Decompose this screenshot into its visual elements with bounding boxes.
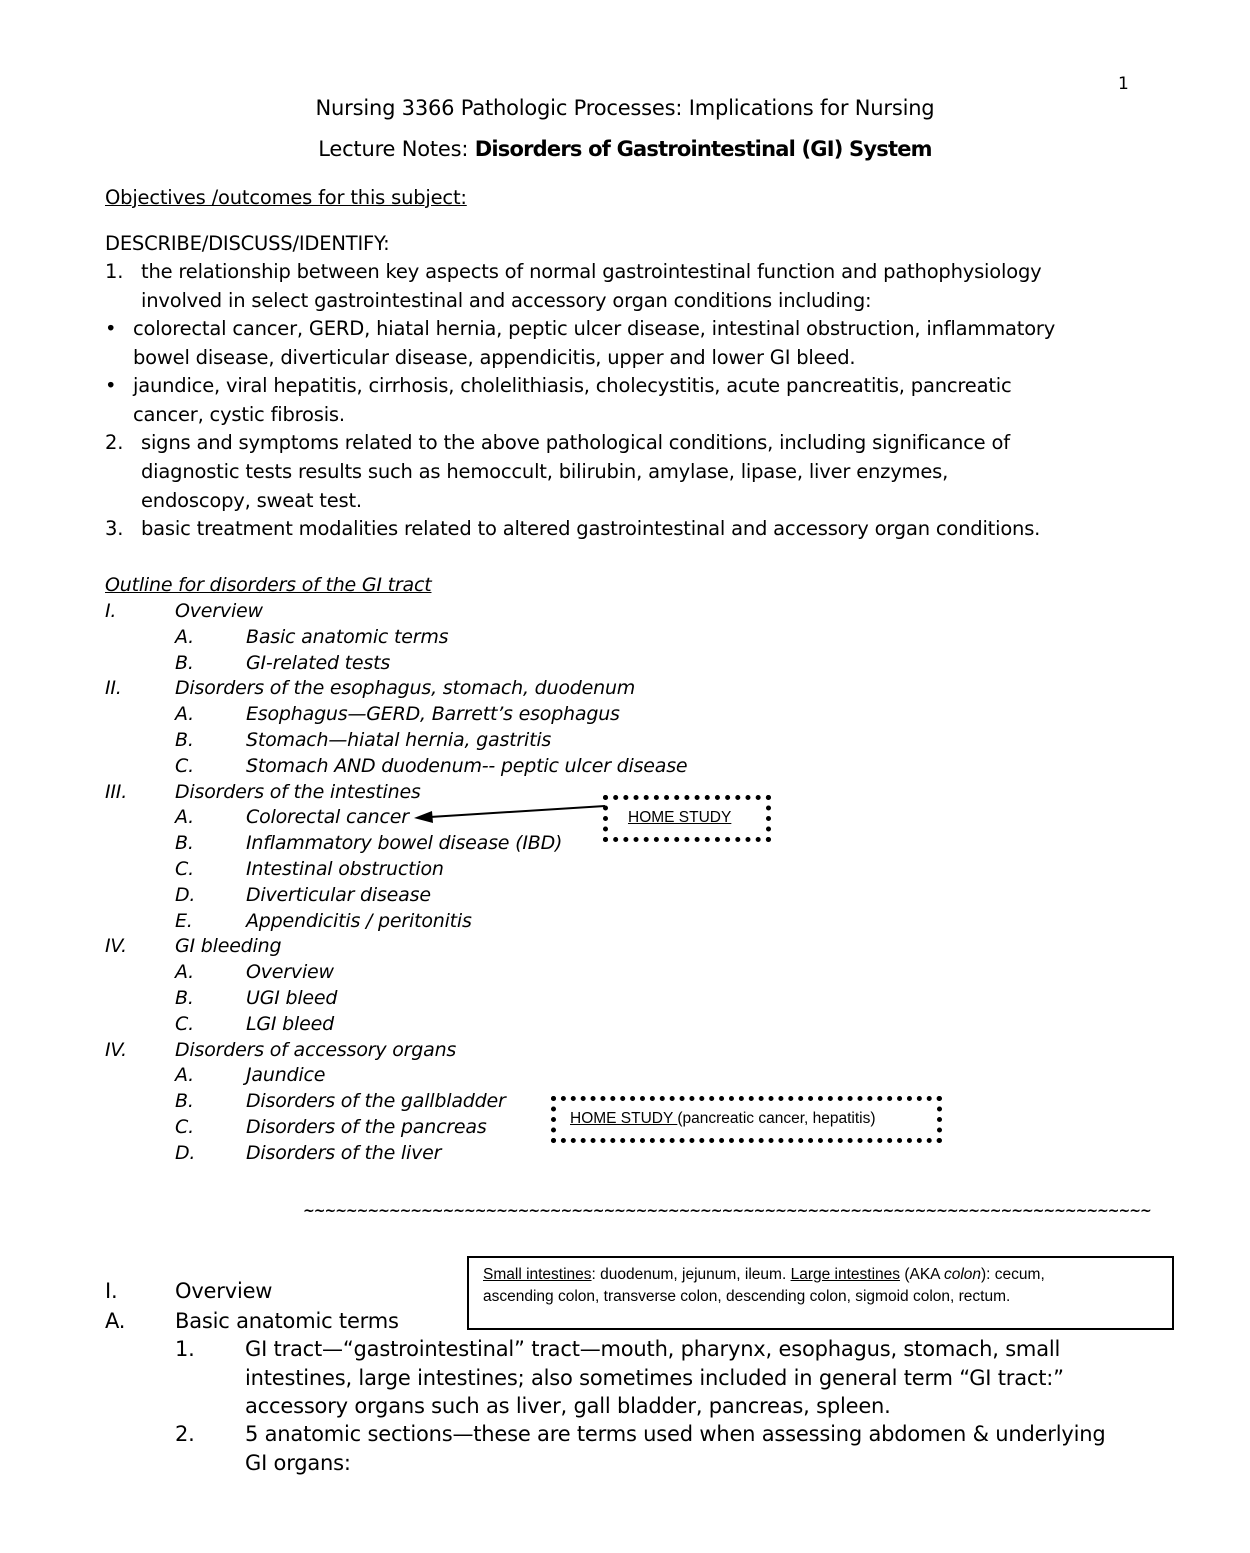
colon-term: colon (943, 1266, 982, 1283)
outline-item: Jaundice (246, 1064, 326, 1086)
outline-item: Appendicitis / peritonitis (246, 910, 472, 932)
outline-marker: B. (175, 987, 194, 1009)
objective-line: signs and symptoms related to the above pathological conditions, including significance of (141, 431, 1010, 454)
objective-line: jaundice, viral hepatitis, cirrhosis, cholelithiasis, cholecystitis, acute pancreatitis, pancreatic (133, 374, 1012, 397)
outline-marker: A. (175, 961, 194, 983)
outline-section: Overview (175, 600, 263, 622)
lecture-prefix: Lecture Notes: (318, 137, 475, 161)
large-intestines-text: (AKA (900, 1266, 944, 1283)
objective-line: basic treatment modalities related to altered gastrointestinal and accessory organ conditions. (141, 517, 1041, 540)
outline-marker: A. (175, 703, 194, 725)
outline-heading: Outline for disorders of the GI tract (105, 574, 432, 596)
outline-item: Colorectal cancer (246, 806, 409, 828)
home-study-label: HOME STUDY (570, 1110, 678, 1127)
outline-item: GI-related tests (246, 652, 391, 674)
outline-item: UGI bleed (246, 987, 338, 1009)
outline-section: Disorders of the intestines (175, 781, 421, 803)
subsection-title: Basic anatomic terms (175, 1309, 399, 1333)
objective-line: colorectal cancer, GERD, hiatal hernia, peptic ulcer disease, intestinal obstruction, inflammatory (133, 317, 1056, 340)
objective-line: involved in select gastrointestinal and accessory organ conditions including: (141, 289, 872, 312)
outline-item: LGI bleed (246, 1013, 334, 1035)
course-title: Nursing 3366 Pathologic Processes: Implications for Nursing (315, 96, 935, 120)
subsection-marker: A. (105, 1309, 126, 1333)
objective-line: bowel disease, diverticular disease, appendicitis, upper and lower GI bleed. (133, 346, 856, 369)
separator: ~~~~~~~~~~~~~~~~~~~~~~~~~~~~~~~~~~~~~~~~~~~~~~~~~~~~~~~~~~~~~~~~~~~~~~~~~~~~~~~ (303, 1203, 1151, 1219)
objective-marker: 2. (105, 431, 124, 454)
outline-marker: D. (175, 1142, 196, 1164)
item-line: GI tract—“gastrointestinal” tract—mouth, pharynx, esophagus, stomach, small (245, 1337, 1061, 1361)
outline-item: Disorders of the liver (246, 1142, 442, 1164)
small-intestines-label: Small intestines (483, 1266, 592, 1283)
item-line: accessory organs such as liver, gall bladder, pancreas, spleen. (245, 1394, 891, 1418)
outline-item: Basic anatomic terms (246, 626, 449, 648)
home-study-detail: (pancreatic cancer, hepatitis) (677, 1110, 876, 1127)
note-line-2: ascending colon, transverse colon, descending colon, sigmoid colon, rectum. (483, 1288, 1011, 1305)
section-marker: I. (105, 1279, 118, 1303)
bullet-icon: • (105, 317, 117, 340)
outline-marker: III. (105, 781, 128, 803)
home-study-box (603, 795, 771, 842)
home-study-text (570, 1110, 876, 1128)
outline-section: GI bleeding (175, 935, 282, 957)
bullet-icon: • (105, 374, 117, 397)
outline-section: Disorders of the esophagus, stomach, duodenum (175, 677, 636, 699)
outline-item: Esophagus—GERD, Barrett’s esophagus (246, 703, 620, 725)
item-line: intestines, large intestines; also sometimes included in general term “GI tract:” (245, 1366, 1064, 1390)
outline-marker: IV. (105, 935, 127, 957)
outline-marker: D. (175, 884, 196, 906)
lecture-title (0, 137, 1250, 161)
section-title: Overview (175, 1279, 273, 1303)
objective-marker: 3. (105, 517, 124, 540)
outline-item: Stomach AND duodenum-- peptic ulcer disease (246, 755, 688, 777)
home-study-label: HOME STUDY (628, 809, 732, 826)
outline-item: Overview (246, 961, 334, 983)
item-marker: 2. (175, 1422, 195, 1446)
small-intestines-text: : duodenum, jejunum, ileum. (591, 1266, 791, 1283)
outline-marker: C. (175, 1116, 194, 1138)
large-intestines-label: Large intestines (790, 1266, 901, 1283)
objective-marker: 1. (105, 260, 124, 283)
outline-marker: II. (105, 677, 122, 699)
item-marker: 1. (175, 1337, 195, 1361)
page-number: 1 (1118, 74, 1129, 94)
objectives-verbs: DESCRIBE/DISCUSS/IDENTIFY: (105, 232, 390, 255)
objective-line: the relationship between key aspects of normal gastrointestinal function and pathophysiology (141, 260, 1042, 283)
outline-section: Disorders of accessory organs (175, 1039, 457, 1061)
outline-marker: C. (175, 1013, 194, 1035)
outline-marker: A. (175, 626, 194, 648)
outline-marker: C. (175, 755, 194, 777)
outline-marker: B. (175, 1090, 194, 1112)
outline-marker: B. (175, 832, 194, 854)
outline-marker: E. (175, 910, 193, 932)
outline-marker: IV. (105, 1039, 127, 1061)
arrow-icon (400, 796, 610, 826)
home-study-box (551, 1096, 942, 1143)
outline-marker: I. (105, 600, 117, 622)
outline-item: Stomach—hiatal hernia, gastritis (246, 729, 552, 751)
outline-marker: B. (175, 652, 194, 674)
outline-marker: C. (175, 858, 194, 880)
lecture-topic: Disorders of Gastrointestinal (GI) System (474, 137, 932, 161)
outline-item: Inflammatory bowel disease (IBD) (246, 832, 563, 854)
item-line: GI organs: (245, 1451, 351, 1475)
objective-line: endoscopy, sweat test. (141, 489, 362, 512)
outline-item: Disorders of the gallbladder (246, 1090, 506, 1112)
objectives-heading: Objectives /outcomes for this subject: (105, 186, 467, 209)
intestines-note (467, 1256, 1174, 1330)
large-intestines-text-end: ): cecum, (981, 1266, 1045, 1283)
outline-marker: A. (175, 1064, 194, 1086)
outline-marker: A. (175, 806, 194, 828)
objective-line: cancer, cystic fibrosis. (133, 403, 345, 426)
outline-marker: B. (175, 729, 194, 751)
outline-item: Diverticular disease (246, 884, 431, 906)
item-line: 5 anatomic sections—these are terms used when assessing abdomen & underlying (245, 1422, 1106, 1446)
objective-line: diagnostic tests results such as hemoccult, bilirubin, amylase, lipase, liver enzymes, (141, 460, 949, 483)
outline-item: Disorders of the pancreas (246, 1116, 487, 1138)
note-line-1 (483, 1264, 1162, 1286)
outline-item: Intestinal obstruction (246, 858, 444, 880)
